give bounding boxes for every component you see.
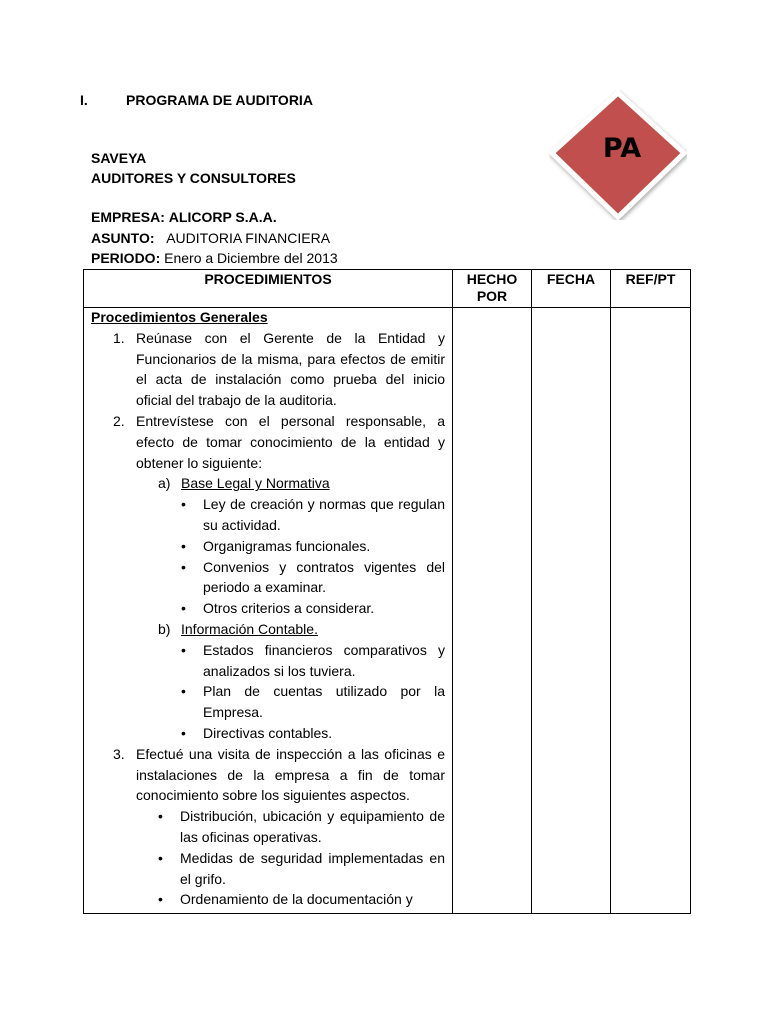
fecha-cell — [532, 308, 611, 914]
ref-cell — [611, 308, 691, 914]
bullet-text: Estados financieros comparativos y analizados si los tuviera. — [203, 641, 445, 679]
empresa-value: ALICORP S.A.A. — [168, 209, 277, 225]
list-item — [91, 806, 445, 848]
item-number: 2. — [113, 412, 125, 429]
list-item-3 — [91, 744, 445, 806]
periodo-value: Enero a Diciembre del 2013 — [164, 250, 338, 266]
procedures-table — [83, 269, 691, 914]
bullet-text: Convenios y contratos vigentes del periodo a examinar. — [203, 558, 445, 596]
bullet-icon: • — [181, 558, 186, 575]
col-header-fecha: FECHA — [532, 270, 611, 308]
col-header-ref: REF/PT — [611, 270, 691, 308]
list-item — [91, 557, 445, 599]
list-item — [91, 494, 445, 536]
bullet-text: Plan de cuentas utilizado por la Empresa. — [203, 683, 445, 721]
item-text: Reúnase con el Gerente de la Entidad y Funcionarios de la misma, para efectos de emitir el acta de instalación como prueba del inicio oficial del trabajo de la auditoria. — [136, 329, 445, 409]
bullet-text: Distribución, ubicación y equipamiento de las oficinas operativas. — [180, 808, 445, 845]
item-number: 1. — [113, 329, 125, 346]
bullet-icon: • — [181, 724, 186, 741]
list-item-1 — [91, 328, 445, 411]
bullet-icon: • — [158, 808, 163, 825]
list-item — [91, 723, 445, 744]
firm-block — [91, 148, 296, 188]
bullet-text: Organigramas funcionales. — [203, 537, 371, 554]
list-item — [91, 640, 445, 682]
bullet-icon: • — [181, 496, 186, 513]
list-item — [91, 848, 445, 890]
hecho-por-cell — [453, 308, 532, 914]
list-item-2 — [91, 411, 445, 473]
meta-empresa — [91, 207, 338, 228]
bullet-icon: • — [181, 537, 186, 554]
table-header-row — [84, 270, 691, 308]
sub-title: Información Contable. — [181, 620, 318, 637]
sub-letter: b) — [158, 620, 171, 637]
meta-asunto — [91, 228, 338, 249]
list-item — [91, 681, 445, 723]
pa-diamond-logo — [549, 90, 687, 220]
empresa-label: EMPRESA: — [91, 209, 165, 225]
bullet-text: Ley de creación y normas que regulan su actividad. — [203, 496, 445, 533]
periodo-label: PERIODO: — [91, 250, 161, 266]
heading-number: I. — [80, 92, 88, 108]
bullet-text: Otros criterios a considerar. — [203, 600, 375, 617]
meta-periodo — [91, 248, 338, 269]
item-text: Entrevístese con el personal responsable, a efecto de tomar conocimiento de la entidad y obtener lo siguiente: — [136, 412, 445, 471]
bullet-text: Ordenamiento de la documentación y — [180, 891, 413, 908]
col-header-procedimientos: PROCEDIMIENTOS — [84, 270, 453, 308]
list-item — [91, 889, 445, 910]
item-number: 3. — [113, 745, 125, 762]
section-title: Procedimientos Generales — [91, 309, 268, 325]
bullet-icon: • — [181, 683, 186, 700]
asunto-value: AUDITORIA FINANCIERA — [166, 229, 331, 246]
bullet-text: Medidas de seguridad implementadas en el grifo. — [180, 849, 445, 887]
procedures-cell — [84, 308, 453, 914]
bullet-icon: • — [181, 641, 186, 658]
item-text: Efectué una visita de inspección a las oficinas e instalaciones de la empresa a fin de tomar conocimiento sobre los siguientes aspectos. — [136, 745, 445, 804]
table-row — [84, 308, 691, 914]
bullet-icon: • — [181, 600, 186, 617]
sub-title: Base Legal y Normativa — [181, 475, 330, 492]
sub-letter: a) — [158, 475, 171, 492]
document-heading — [80, 92, 313, 108]
sub-item-b — [91, 619, 445, 640]
list-item — [91, 536, 445, 557]
bullet-text: Directivas contables. — [203, 724, 333, 741]
bullet-icon: • — [158, 849, 163, 866]
col-header-hecho-por — [453, 270, 532, 308]
hecho-por-label: HECHO POR — [466, 271, 518, 304]
asunto-label: ASUNTO: — [91, 229, 155, 246]
audit-meta — [91, 207, 338, 269]
firm-subtitle: AUDITORES Y CONSULTORES — [91, 170, 296, 186]
heading-title: PROGRAMA DE AUDITORIA — [126, 92, 313, 108]
list-item — [91, 598, 445, 619]
logo-text: PA — [602, 133, 642, 164]
bullet-icon: • — [158, 891, 163, 908]
firm-name: SAVEYA — [91, 150, 147, 166]
sub-item-a — [91, 473, 445, 494]
